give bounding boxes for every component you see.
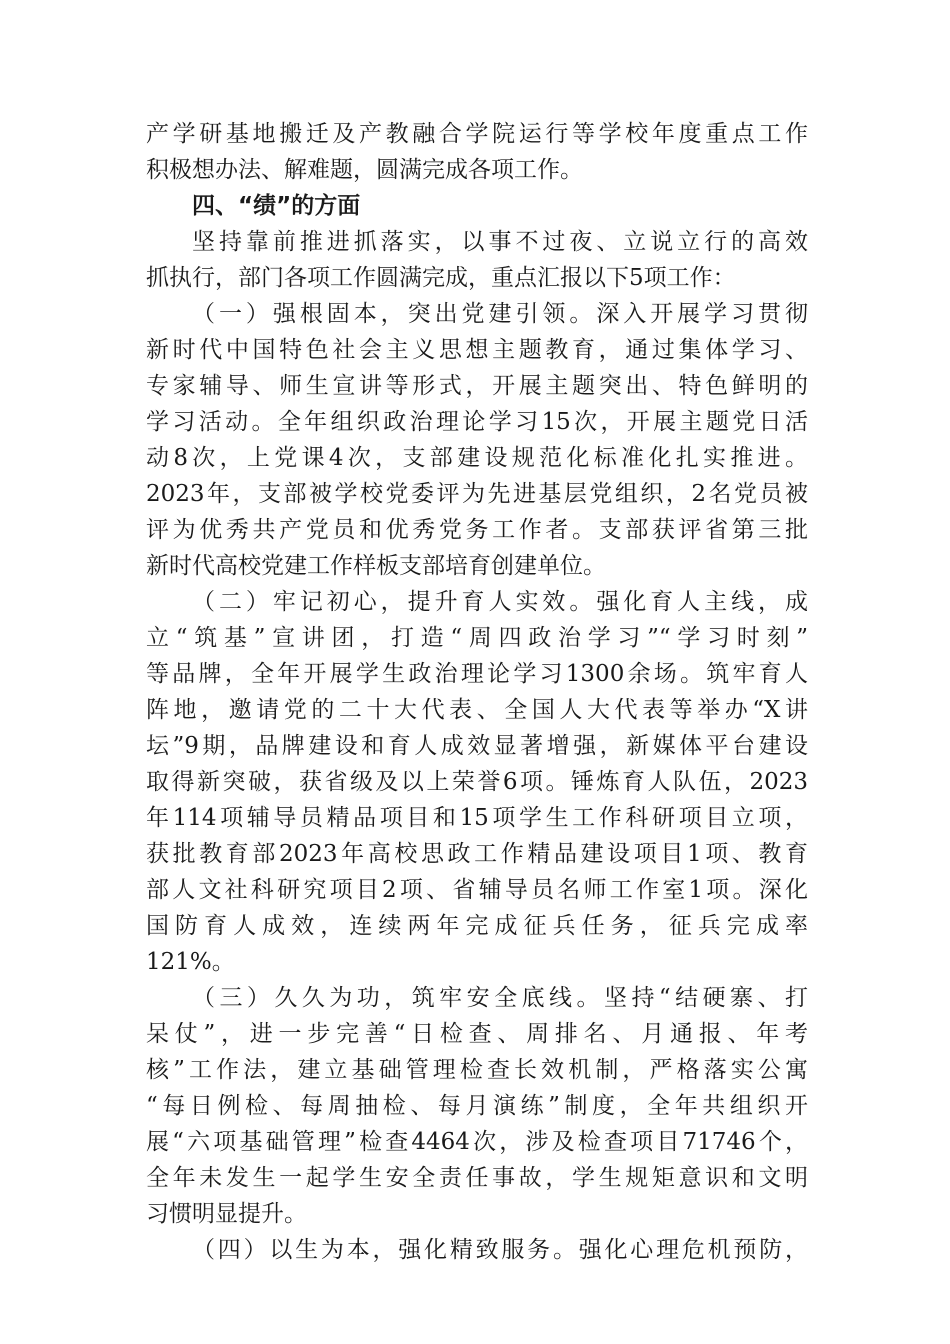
section-heading: 四、“绩”的方面 (192, 193, 361, 219)
paragraph-last-line: 抓执行，部门各项工作圆满完成，重点汇报以下5项工作： (146, 265, 736, 291)
paragraph-line: 产学研基地搬迁及产教融合学院运行等学校年度重点工作 (146, 121, 808, 147)
paragraph-line: 新时代中国特色社会主义思想主题教育，通过集体学习、 (146, 337, 808, 363)
paragraph-last-line: 习惯明显提升。 (146, 1201, 307, 1227)
paragraph-first-line: （三）久久为功，筑牢安全底线。坚持“结硬寨、打 (192, 985, 808, 1011)
paragraph-first-line: （一）强根固本，突出党建引领。深入开展学习贯彻 (192, 301, 808, 327)
paragraph-last-line: 积极想办法、解难题，圆满完成各项工作。 (146, 157, 583, 183)
paragraph-line: 全年未发生一起学生安全责任事故，学生规矩意识和文明 (146, 1165, 808, 1191)
paragraph-line: 呆仗”，进一步完善“日检查、周排名、月通报、年考 (146, 1021, 808, 1047)
paragraph-line: 坛”9期，品牌建设和育人成效显著增强，新媒体平台建设 (146, 733, 808, 759)
paragraph-line: 学习活动。全年组织政治理论学习15次，开展主题党日活 (146, 409, 808, 435)
paragraph-line: 2023年，支部被学校党委评为先进基层党组织，2名党员被 (146, 481, 808, 507)
paragraph-line: 获批教育部2023年高校思政工作精品建设项目1项、教育 (146, 841, 808, 867)
paragraph-line: 核”工作法，建立基础管理检查长效机制，严格落实公寓 (146, 1057, 808, 1083)
paragraph-line: “每日例检、每周抽检、每月演练”制度，全年共组织开 (146, 1093, 808, 1119)
paragraph-line: 部人文社科研究项目2项、省辅导员名师工作室1项。深化 (146, 877, 808, 903)
paragraph-line: 展“六项基础管理”检查4464次，涉及检查项目71746个， (146, 1129, 808, 1155)
paragraph-last-line: 新时代高校党建工作样板支部培育创建单位。 (146, 553, 606, 579)
paragraph-first-line: （二）牢记初心，提升育人实效。强化育人主线，成 (192, 589, 808, 615)
paragraph-first-line: （四）以生为本，强化精致服务。强化心理危机预防， (192, 1237, 808, 1263)
paragraph-line: 动8次，上党课4次，支部建设规范化标准化扎实推进。 (146, 445, 808, 471)
paragraph-line: 国防育人成效，连续两年完成征兵任务，征兵完成率 (146, 913, 808, 939)
paragraph-first-line: 坚持靠前推进抓落实，以事不过夜、立说立行的高效 (192, 229, 808, 255)
paragraph-line: 评为优秀共产党员和优秀党务工作者。支部获评省第三批 (146, 517, 808, 543)
paragraph-line: 立“筑基”宣讲团，打造“周四政治学习”“学习时刻” (146, 625, 808, 651)
paragraph-line: 等品牌，全年开展学生政治理论学习1300余场。筑牢育人 (146, 661, 808, 687)
paragraph-line: 专家辅导、师生宣讲等形式，开展主题突出、特色鲜明的 (146, 373, 808, 399)
paragraph-last-line: 121%。 (146, 949, 235, 975)
paragraph-line: 阵地，邀请党的二十大代表、全国人大代表等举办“X讲 (146, 697, 808, 723)
document-body (146, 116, 808, 1268)
paragraph-line: 取得新突破，获省级及以上荣誉6项。锤炼育人队伍，2023 (146, 769, 808, 795)
paragraph-line: 年114项辅导员精品项目和15项学生工作科研项目立项， (146, 805, 808, 831)
